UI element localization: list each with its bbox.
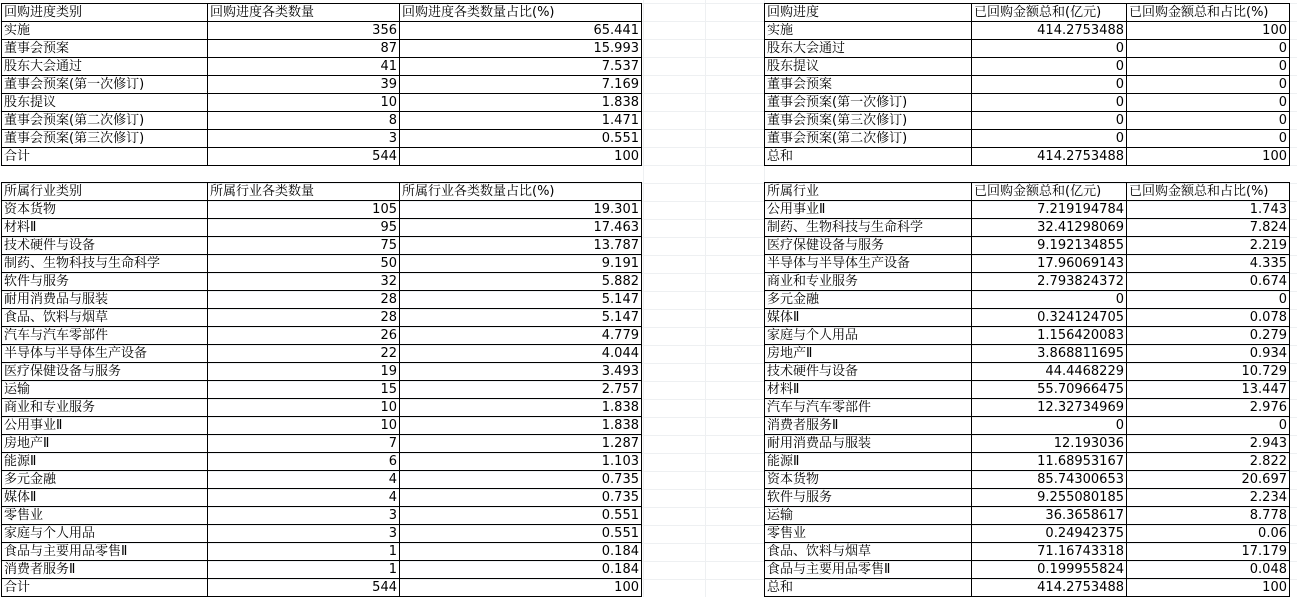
industry-amount-cell[interactable]: 零售业: [765, 525, 972, 543]
industry-amount-table-row: [765, 363, 1290, 381]
industry-count-cell[interactable]: 多元金融: [2, 471, 208, 489]
progress-count-cell[interactable]: 15.993: [400, 40, 642, 58]
progress-amount-cell[interactable]: 0: [972, 112, 1127, 130]
progress-amount-table-row: [765, 94, 1290, 112]
industry-count-cell[interactable]: 4: [208, 471, 400, 489]
progress-amount-header-cell[interactable]: 已回购金额总和(亿元): [972, 4, 1127, 22]
progress-amount-table-row: [765, 22, 1290, 40]
industry-amount-cell[interactable]: 技术硬件与设备: [765, 363, 972, 381]
industry-count-header-cell[interactable]: 所属行业类别: [2, 183, 208, 201]
industry-count-cell[interactable]: 汽车与汽车零部件: [2, 327, 208, 345]
industry-count-cell[interactable]: 105: [208, 201, 400, 219]
industry-count-cell[interactable]: 食品、饮料与烟草: [2, 309, 208, 327]
industry-count-table-row: [2, 471, 642, 489]
industry-count-cell[interactable]: 3.493: [400, 363, 642, 381]
progress-amount-table-row: [765, 112, 1290, 130]
industry-amount-table-row: [765, 381, 1290, 399]
industry-count-cell[interactable]: 耐用消费品与服装: [2, 291, 208, 309]
industry-amount-table-row: [765, 237, 1290, 255]
industry-count-table-row: [2, 237, 642, 255]
industry-amount-cell[interactable]: 12.32734969: [972, 399, 1127, 417]
progress-amount-cell[interactable]: 414.2753488: [972, 22, 1127, 40]
progress-amount-cell[interactable]: 总和: [765, 148, 972, 166]
industry-amount-cell[interactable]: 能源Ⅱ: [765, 453, 972, 471]
industry-count-table-row: [2, 435, 642, 453]
industry-count-cell[interactable]: 1.838: [400, 399, 642, 417]
industry-count-cell[interactable]: 3: [208, 507, 400, 525]
industry-count-cell[interactable]: 17.463: [400, 219, 642, 237]
progress-amount-cell[interactable]: 0: [972, 130, 1127, 148]
industry-count-cell[interactable]: 消费者服务Ⅱ: [2, 561, 208, 579]
progress-count-cell[interactable]: 董事会预案(第一次修订): [2, 76, 208, 94]
progress-amount-cell[interactable]: 100: [1127, 148, 1290, 166]
progress-count-table-row: [2, 130, 642, 148]
industry-count-cell[interactable]: 公用事业Ⅱ: [2, 417, 208, 435]
industry-count-cell[interactable]: 5.147: [400, 291, 642, 309]
industry-count-cell[interactable]: 技术硬件与设备: [2, 237, 208, 255]
progress-amount-header-cell[interactable]: 回购进度: [765, 4, 972, 22]
progress-count-cell[interactable]: 100: [400, 148, 642, 166]
progress-count-header-cell[interactable]: 回购进度各类数量: [208, 4, 400, 22]
industry-amount-cell[interactable]: 8.778: [1127, 507, 1290, 525]
industry-count-cell[interactable]: 5.882: [400, 273, 642, 291]
industry-amount-cell[interactable]: 半导体与半导体生产设备: [765, 255, 972, 273]
progress-count-cell[interactable]: 3: [208, 130, 400, 148]
industry-amount-cell[interactable]: 1.743: [1127, 201, 1290, 219]
industry-amount-cell[interactable]: 房地产Ⅱ: [765, 345, 972, 363]
progress-count-cell[interactable]: 董事会预案: [2, 40, 208, 58]
industry-count-cell[interactable]: 材料Ⅱ: [2, 219, 208, 237]
industry-count-cell[interactable]: 4.779: [400, 327, 642, 345]
industry-count-cell[interactable]: 50: [208, 255, 400, 273]
industry-amount-cell[interactable]: 0.934: [1127, 345, 1290, 363]
industry-count-table-row: [2, 327, 642, 345]
progress-count-header-row: [2, 4, 642, 22]
industry-amount-cell[interactable]: 414.2753488: [972, 579, 1127, 597]
progress-count-table-row: [2, 58, 642, 76]
industry-count-table-row: [2, 309, 642, 327]
industry-amount-cell[interactable]: 2.793824372: [972, 273, 1127, 291]
industry-count-cell[interactable]: 0.184: [400, 561, 642, 579]
progress-count-table-row: [2, 94, 642, 112]
progress-count-cell[interactable]: 股东大会通过: [2, 58, 208, 76]
industry-amount-table-row: [765, 417, 1290, 435]
progress-amount-cell[interactable]: 董事会预案(第一次修订): [765, 94, 972, 112]
industry-amount-cell[interactable]: 0: [1127, 291, 1290, 309]
progress-amount-cell[interactable]: 0: [972, 40, 1127, 58]
progress-amount-table-row: [765, 58, 1290, 76]
industry-count-cell[interactable]: 0.551: [400, 525, 642, 543]
industry-count-table-row: [2, 345, 642, 363]
industry-count-cell[interactable]: 32: [208, 273, 400, 291]
industry-amount-cell[interactable]: 总和: [765, 579, 972, 597]
industry-amount-cell[interactable]: 2.943: [1127, 435, 1290, 453]
industry-amount-table-row: [765, 291, 1290, 309]
industry-count-table-row: [2, 507, 642, 525]
industry-amount-cell[interactable]: 多元金融: [765, 291, 972, 309]
industry-amount-table-row: [765, 579, 1290, 597]
progress-amount-cell[interactable]: 股东提议: [765, 58, 972, 76]
progress-amount-cell[interactable]: 0: [1127, 76, 1290, 94]
industry-count-cell[interactable]: 房地产Ⅱ: [2, 435, 208, 453]
industry-count-cell[interactable]: 1: [208, 543, 400, 561]
industry-amount-cell[interactable]: 7.219194784: [972, 201, 1127, 219]
industry-count-cell[interactable]: 0.551: [400, 507, 642, 525]
industry-amount-cell[interactable]: 运输: [765, 507, 972, 525]
industry-count-cell[interactable]: 3: [208, 525, 400, 543]
progress-amount-cell[interactable]: 0: [972, 58, 1127, 76]
industry-amount-cell[interactable]: 材料Ⅱ: [765, 381, 972, 399]
industry-amount-cell[interactable]: 0.06: [1127, 525, 1290, 543]
industry-amount-table-row: [765, 273, 1290, 291]
industry-amount-table-row: [765, 327, 1290, 345]
progress-amount-table-row: [765, 130, 1290, 148]
industry-count-cell[interactable]: 2.757: [400, 381, 642, 399]
industry-count-cell[interactable]: 15: [208, 381, 400, 399]
industry-count-cell[interactable]: 软件与服务: [2, 273, 208, 291]
progress-amount-table-row: [765, 148, 1290, 166]
industry-count-table-row: [2, 255, 642, 273]
industry-amount-cell[interactable]: 10.729: [1127, 363, 1290, 381]
industry-amount-cell[interactable]: 17.179: [1127, 543, 1290, 561]
industry-amount-cell[interactable]: 耐用消费品与服装: [765, 435, 972, 453]
industry-amount-cell[interactable]: 消费者服务Ⅱ: [765, 417, 972, 435]
industry-amount-table-row: [765, 435, 1290, 453]
progress-amount-cell[interactable]: 0: [972, 94, 1127, 112]
industry-amount-table-row: [765, 561, 1290, 579]
industry-amount-cell[interactable]: 公用事业Ⅱ: [765, 201, 972, 219]
industry-count-cell[interactable]: 6: [208, 453, 400, 471]
industry-count-cell[interactable]: 7: [208, 435, 400, 453]
industry-amount-table: [764, 182, 1290, 597]
progress-count-table-row: [2, 40, 642, 58]
industry-amount-cell[interactable]: 0.199955824: [972, 561, 1127, 579]
progress-count-cell[interactable]: 股东提议: [2, 94, 208, 112]
industry-amount-table-row: [765, 219, 1290, 237]
industry-amount-cell[interactable]: 32.41298069: [972, 219, 1127, 237]
industry-amount-table-row: [765, 543, 1290, 561]
progress-count-cell[interactable]: 39: [208, 76, 400, 94]
progress-amount-cell[interactable]: 董事会预案: [765, 76, 972, 94]
industry-count-cell[interactable]: 19: [208, 363, 400, 381]
progress-count-cell[interactable]: 7.169: [400, 76, 642, 94]
progress-count-table: [1, 3, 642, 166]
industry-count-cell[interactable]: 1.287: [400, 435, 642, 453]
industry-amount-cell[interactable]: 0.078: [1127, 309, 1290, 327]
industry-amount-cell[interactable]: 12.193036: [972, 435, 1127, 453]
industry-amount-cell[interactable]: 0: [972, 291, 1127, 309]
industry-amount-cell[interactable]: 100: [1127, 579, 1290, 597]
industry-count-cell[interactable]: 0.735: [400, 471, 642, 489]
progress-amount-cell[interactable]: 0: [1127, 40, 1290, 58]
industry-amount-cell[interactable]: 0.674: [1127, 273, 1290, 291]
industry-amount-cell[interactable]: 医疗保健设备与服务: [765, 237, 972, 255]
progress-count-cell[interactable]: 实施: [2, 22, 208, 40]
industry-count-cell[interactable]: 家庭与个人用品: [2, 525, 208, 543]
progress-count-cell[interactable]: 7.537: [400, 58, 642, 76]
industry-count-cell[interactable]: 合计: [2, 579, 208, 597]
industry-amount-cell[interactable]: 9.255080185: [972, 489, 1127, 507]
gridline: [705, 0, 706, 597]
progress-amount-table: [764, 3, 1290, 166]
progress-amount-cell[interactable]: 0: [1127, 112, 1290, 130]
progress-count-cell[interactable]: 65.441: [400, 22, 642, 40]
industry-count-table-row: [2, 543, 642, 561]
industry-count-cell[interactable]: 医疗保健设备与服务: [2, 363, 208, 381]
industry-amount-cell[interactable]: 3.868811695: [972, 345, 1127, 363]
progress-count-header-cell[interactable]: 回购进度类别: [2, 4, 208, 22]
industry-amount-cell[interactable]: 商业和专业服务: [765, 273, 972, 291]
industry-count-table-row: [2, 417, 642, 435]
industry-amount-cell[interactable]: 食品与主要用品零售Ⅱ: [765, 561, 972, 579]
industry-count-cell[interactable]: 0.735: [400, 489, 642, 507]
industry-count-cell[interactable]: 4.044: [400, 345, 642, 363]
industry-amount-cell[interactable]: 9.192134855: [972, 237, 1127, 255]
industry-count-cell[interactable]: 1.838: [400, 417, 642, 435]
industry-count-cell[interactable]: 13.787: [400, 237, 642, 255]
progress-count-cell[interactable]: 1.838: [400, 94, 642, 112]
industry-amount-cell[interactable]: 家庭与个人用品: [765, 327, 972, 345]
progress-amount-cell[interactable]: 股东大会通过: [765, 40, 972, 58]
industry-amount-cell[interactable]: 7.824: [1127, 219, 1290, 237]
progress-amount-table-row: [765, 76, 1290, 94]
industry-amount-cell[interactable]: 13.447: [1127, 381, 1290, 399]
progress-amount-cell[interactable]: 0: [1127, 58, 1290, 76]
progress-amount-cell[interactable]: 董事会预案(第二次修订): [765, 130, 972, 148]
industry-count-cell[interactable]: 零售业: [2, 507, 208, 525]
industry-amount-cell[interactable]: 44.4468229: [972, 363, 1127, 381]
industry-amount-header-cell[interactable]: 所属行业: [765, 183, 972, 201]
industry-count-cell[interactable]: 1: [208, 561, 400, 579]
industry-amount-cell[interactable]: 汽车与汽车零部件: [765, 399, 972, 417]
industry-count-cell[interactable]: 5.147: [400, 309, 642, 327]
industry-count-table-row: [2, 363, 642, 381]
industry-count-cell[interactable]: 75: [208, 237, 400, 255]
progress-amount-cell[interactable]: 0: [1127, 130, 1290, 148]
industry-amount-cell[interactable]: 20.697: [1127, 471, 1290, 489]
industry-count-cell[interactable]: 1.103: [400, 453, 642, 471]
industry-amount-table-row: [765, 201, 1290, 219]
progress-count-cell[interactable]: 合计: [2, 148, 208, 166]
progress-count-cell[interactable]: 董事会预案(第二次修订): [2, 112, 208, 130]
industry-amount-cell[interactable]: 资本货物: [765, 471, 972, 489]
industry-amount-cell[interactable]: 0.279: [1127, 327, 1290, 345]
industry-count-cell[interactable]: 食品与主要用品零售Ⅱ: [2, 543, 208, 561]
industry-amount-cell[interactable]: 制药、生物科技与生命科学: [765, 219, 972, 237]
industry-count-cell[interactable]: 商业和专业服务: [2, 399, 208, 417]
industry-amount-cell[interactable]: 55.70966475: [972, 381, 1127, 399]
industry-amount-cell[interactable]: 2.976: [1127, 399, 1290, 417]
industry-amount-cell[interactable]: 食品、饮料与烟草: [765, 543, 972, 561]
industry-amount-table-row: [765, 525, 1290, 543]
progress-amount-cell[interactable]: 414.2753488: [972, 148, 1127, 166]
progress-count-cell[interactable]: 董事会预案(第三次修订): [2, 130, 208, 148]
industry-count-cell[interactable]: 半导体与半导体生产设备: [2, 345, 208, 363]
industry-count-table-row: [2, 561, 642, 579]
industry-amount-cell[interactable]: 0: [1127, 417, 1290, 435]
progress-count-table-row: [2, 76, 642, 94]
progress-amount-header-cell[interactable]: 已回购金额总和占比(%): [1127, 4, 1290, 22]
industry-amount-table-row: [765, 255, 1290, 273]
progress-count-cell[interactable]: 41: [208, 58, 400, 76]
industry-amount-cell[interactable]: 4.335: [1127, 255, 1290, 273]
industry-count-cell[interactable]: 运输: [2, 381, 208, 399]
industry-amount-cell[interactable]: 软件与服务: [765, 489, 972, 507]
industry-amount-table-row: [765, 471, 1290, 489]
gridline: [643, 0, 644, 597]
progress-amount-cell[interactable]: 100: [1127, 22, 1290, 40]
industry-amount-cell[interactable]: 71.16743318: [972, 543, 1127, 561]
industry-amount-cell[interactable]: 11.68953167: [972, 453, 1127, 471]
progress-count-cell[interactable]: 544: [208, 148, 400, 166]
industry-count-table-row: [2, 219, 642, 237]
industry-count-cell[interactable]: 资本货物: [2, 201, 208, 219]
progress-count-header-cell[interactable]: 回购进度各类数量占比(%): [400, 4, 642, 22]
industry-count-cell[interactable]: 0.184: [400, 543, 642, 561]
industry-count-cell[interactable]: 95: [208, 219, 400, 237]
progress-count-cell[interactable]: 0.551: [400, 130, 642, 148]
industry-amount-cell[interactable]: 1.156420083: [972, 327, 1127, 345]
industry-amount-table-row: [765, 453, 1290, 471]
industry-amount-cell[interactable]: 85.74300653: [972, 471, 1127, 489]
industry-count-cell[interactable]: 28: [208, 291, 400, 309]
industry-amount-table-row: [765, 309, 1290, 327]
progress-count-cell[interactable]: 10: [208, 94, 400, 112]
industry-count-header-cell[interactable]: 所属行业各类数量: [208, 183, 400, 201]
industry-count-table-row: [2, 201, 642, 219]
industry-amount-cell[interactable]: 0.048: [1127, 561, 1290, 579]
progress-count-table-row: [2, 148, 642, 166]
industry-count-cell[interactable]: 100: [400, 579, 642, 597]
industry-count-table-row: [2, 399, 642, 417]
industry-count-table-row: [2, 381, 642, 399]
industry-amount-cell[interactable]: 2.234: [1127, 489, 1290, 507]
industry-count-header-cell[interactable]: 所属行业各类数量占比(%): [400, 183, 642, 201]
progress-count-table-row: [2, 112, 642, 130]
industry-count-table-row: [2, 525, 642, 543]
industry-amount-cell[interactable]: 2.219: [1127, 237, 1290, 255]
progress-amount-table-row: [765, 40, 1290, 58]
industry-amount-header-cell[interactable]: 已回购金额总和占比(%): [1127, 183, 1290, 201]
industry-amount-cell[interactable]: 2.822: [1127, 453, 1290, 471]
industry-count-cell[interactable]: 10: [208, 399, 400, 417]
industry-amount-cell[interactable]: 媒体Ⅱ: [765, 309, 972, 327]
industry-count-table: [1, 182, 642, 597]
industry-amount-table-row: [765, 489, 1290, 507]
industry-count-header-row: [2, 183, 642, 201]
industry-count-cell[interactable]: 10: [208, 417, 400, 435]
industry-count-table-row: [2, 273, 642, 291]
industry-amount-cell[interactable]: 0.24942375: [972, 525, 1127, 543]
industry-count-cell[interactable]: 4: [208, 489, 400, 507]
industry-amount-table-row: [765, 507, 1290, 525]
industry-count-cell[interactable]: 19.301: [400, 201, 642, 219]
progress-count-cell[interactable]: 87: [208, 40, 400, 58]
industry-count-table-row: [2, 489, 642, 507]
progress-amount-header-row: [765, 4, 1290, 22]
industry-count-table-row: [2, 291, 642, 309]
industry-count-cell[interactable]: 媒体Ⅱ: [2, 489, 208, 507]
industry-count-table-row: [2, 453, 642, 471]
progress-count-cell[interactable]: 356: [208, 22, 400, 40]
progress-count-table-row: [2, 22, 642, 40]
industry-count-cell[interactable]: 能源Ⅱ: [2, 453, 208, 471]
industry-amount-cell[interactable]: 17.96069143: [972, 255, 1127, 273]
industry-amount-cell[interactable]: 0.324124705: [972, 309, 1127, 327]
progress-count-cell[interactable]: 1.471: [400, 112, 642, 130]
industry-count-cell[interactable]: 26: [208, 327, 400, 345]
progress-amount-cell[interactable]: 0: [972, 76, 1127, 94]
industry-amount-header-row: [765, 183, 1290, 201]
industry-amount-table-row: [765, 399, 1290, 417]
industry-amount-cell[interactable]: 0: [972, 417, 1127, 435]
industry-amount-header-cell[interactable]: 已回购金额总和(亿元): [972, 183, 1127, 201]
industry-count-table-row: [2, 579, 642, 597]
industry-count-cell[interactable]: 544: [208, 579, 400, 597]
industry-amount-table-row: [765, 345, 1290, 363]
progress-amount-cell[interactable]: 0: [1127, 94, 1290, 112]
industry-count-cell[interactable]: 28: [208, 309, 400, 327]
progress-amount-cell[interactable]: 董事会预案(第三次修订): [765, 112, 972, 130]
industry-count-cell[interactable]: 22: [208, 345, 400, 363]
industry-count-cell[interactable]: 9.191: [400, 255, 642, 273]
industry-amount-cell[interactable]: 36.3658617: [972, 507, 1127, 525]
progress-count-cell[interactable]: 8: [208, 112, 400, 130]
industry-count-cell[interactable]: 制药、生物科技与生命科学: [2, 255, 208, 273]
progress-amount-cell[interactable]: 实施: [765, 22, 972, 40]
